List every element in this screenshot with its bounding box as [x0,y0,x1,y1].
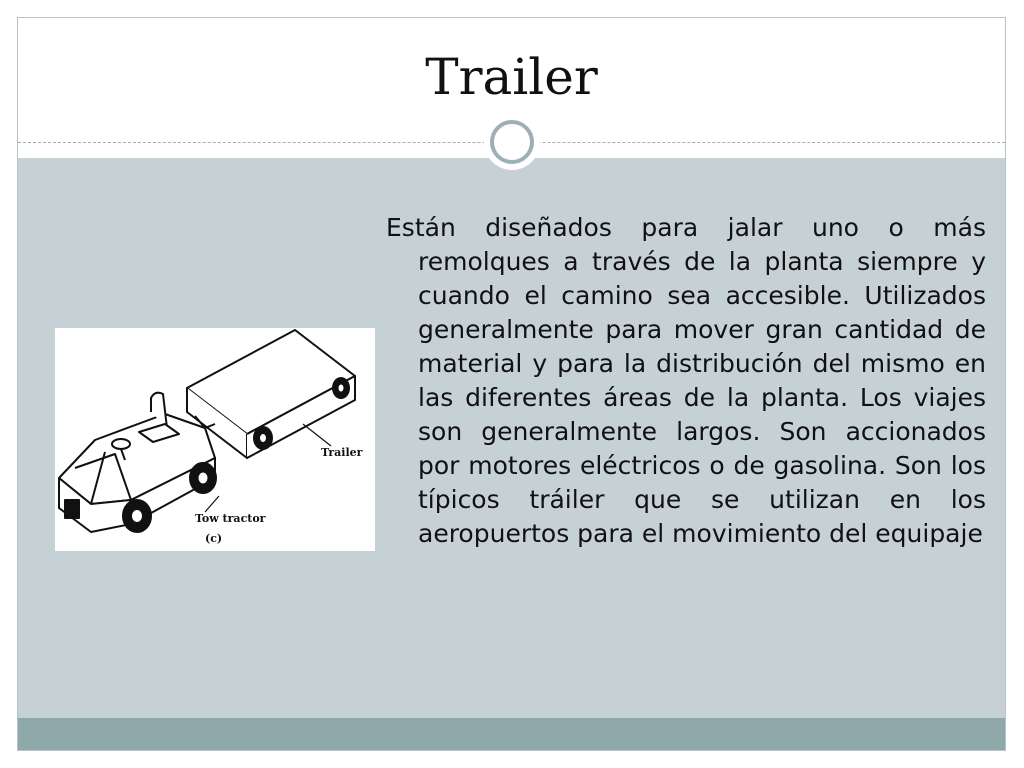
tractor-wheel-hub [198,472,209,485]
tractor-leader-line [205,496,219,512]
tow-tractor-figure [55,328,375,551]
trailer-wheel-hub [259,433,267,443]
trailer-leader-line [303,424,331,446]
slide-title: Trailer [425,48,598,106]
grille [65,500,79,518]
figure-caption: (c) [205,532,223,545]
tractor-wheel-hub [131,509,143,523]
trailer-label: Trailer [321,446,363,459]
divider-ring-icon [484,114,540,170]
slide [17,17,1006,751]
tow-tractor-label: Tow tractor [195,512,266,525]
trailer-wheel-hub [338,384,345,393]
body-text: Están diseñados para jalar uno o más remolques a través de la planta siempre y cuando el camino sea accesible. Utilizados generalmente para mover gran cantidad de material y para la distribución del mismo en las diferentes áreas de la planta. Los viajes son generalmente largos. Son accionados por motores eléctricos o de gasolina. Son los típicos tráiler que se utilizan en los aeropuertos para el movimiento del equipaje [386,213,986,548]
ring-inner [490,120,534,164]
tow-tractor-drawing [55,328,375,551]
footer-bar [18,718,1005,751]
